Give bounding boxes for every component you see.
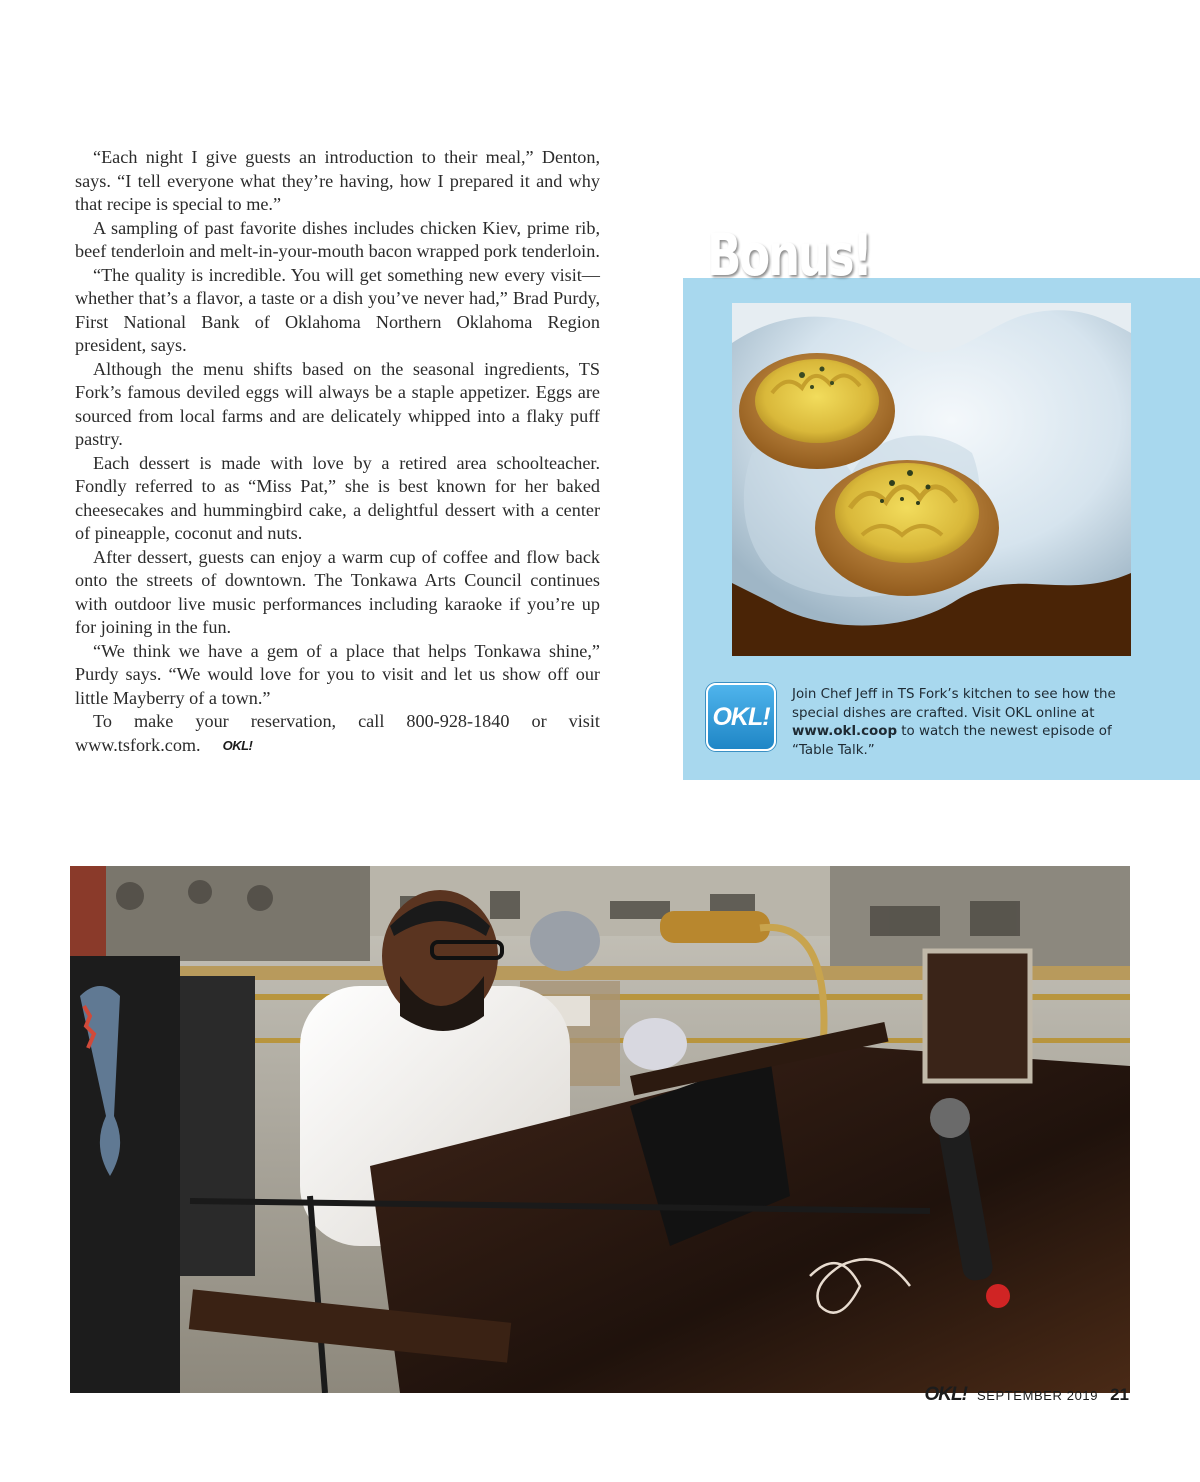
issue-date: SEPTEMBER 2019 [976, 1387, 1099, 1403]
okl-badge-text: OKL! [712, 702, 770, 731]
article-paragraph: Although the menu shifts based on the seasonal ingredients, TS Fork’s famous deviled eggs will always be a staple appetizer. Eggs are sourced from local farms and are delicately whipped into a flaky puff pastry. [75, 358, 600, 449]
okl-logo-badge [706, 683, 776, 751]
article-body [75, 146, 600, 757]
article-paragraph: A sampling of past favorite dishes includes chicken Kiev, prime rib, beef tenderloin and melt-in-your-mouth bacon wrapped pork tenderloin. [75, 217, 600, 261]
article-paragraph: After dessert, guests can enjoy a warm cup of coffee and flow back onto the streets of downtown. The Tonkawa Arts Council continues with outdoor live music performances including karaoke if you’re up for joining in the fun. [75, 546, 600, 637]
deviled-eggs-illustration [732, 303, 1131, 656]
article-paragraph: “The quality is incredible. You will get something new every visit—whether that’s a flavor, a taste or a dish you’ve never had,” Brad Purdy, First National Bank of Oklahoma Northern Oklahoma Region president, says. [75, 264, 600, 355]
page-folio [925, 1384, 1129, 1406]
bonus-title: Bonus! [707, 221, 871, 289]
article-paragraph: “Each night I give guests an introduction to their meal,” Denton, says. “I tell everyone what they’re having, how I prepared it and why that recipe is special to me.” [75, 147, 600, 214]
okl-footer-logo: OKL! [924, 1384, 967, 1405]
piano-scene-illustration [70, 866, 1130, 1393]
bonus-text-before: Join Chef Jeff in TS Fork’s kitchen to see how the special dishes are crafted. Visit OKL online at [792, 687, 1116, 721]
page-number: 21 [1110, 1385, 1129, 1404]
chef-at-piano-photo [70, 866, 1130, 1393]
closing-text: To make your reservation, call 800-928-1840 or visit www.tsfork.com. [75, 711, 600, 755]
article-paragraph: “We think we have a gem of a place that helps Tonkawa shine,” Purdy says. “We would love for you to visit and let us show off our little Mayberry of a town.” [75, 640, 600, 708]
okl-website-link[interactable]: www.okl.coop [792, 724, 898, 740]
deviled-eggs-photo [732, 303, 1131, 656]
article-paragraph: Each dessert is made with love by a retired area schoolteacher. Fondly referred to as “Miss Pat,” she is best known for her baked cheesecakes and hummingbird cake, a delightful dessert with a center of pineapple, coconut and nuts. [75, 452, 600, 543]
article-closing [75, 710, 600, 757]
bonus-text-after: to watch the newest episode of “Table Talk.” [792, 724, 1112, 758]
okl-end-mark-logo: OKL! [222, 737, 253, 753]
bonus-description [792, 686, 1142, 760]
